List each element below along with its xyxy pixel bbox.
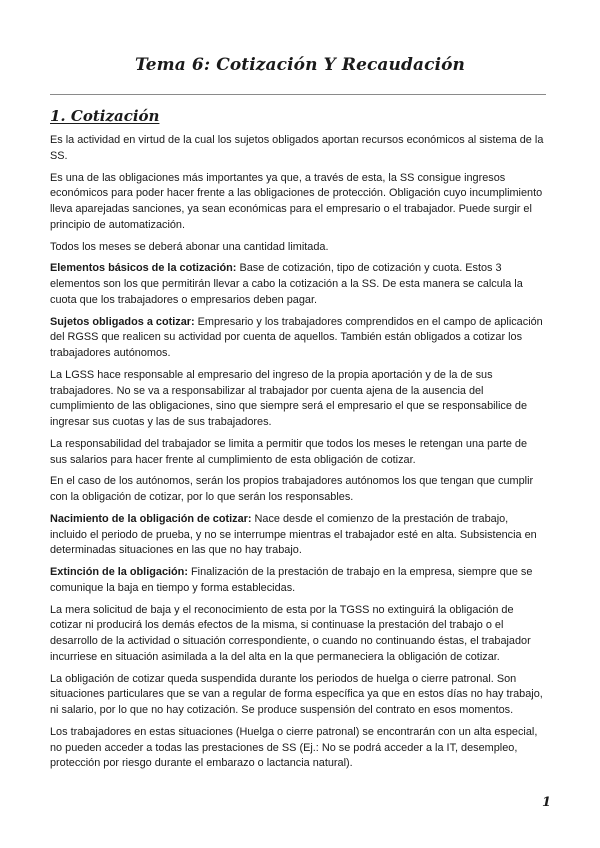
paragraph-lead: Sujetos obligados a cotizar: — [50, 315, 195, 328]
body-text — [50, 133, 547, 778]
paragraph — [50, 725, 547, 772]
paragraph-lead: Extinción de la obligación: — [50, 566, 188, 578]
section-heading: 1. Cotización — [50, 107, 160, 125]
paragraph — [50, 565, 547, 597]
paragraph — [50, 603, 547, 666]
paragraph — [50, 474, 547, 506]
paragraph-text: Los trabajadores en estas situaciones (Huelga o cierre patronal) se encontrarán con un alta especial, no pueden acceder a todas las prestaciones de SS (Ej.: No se podrá acceder a la IT, desempleo, protección por riesgo durante el embarazo o lactancia natural). — [50, 725, 538, 770]
paragraph-text: Todos los meses se deberá abonar una cantidad limitada. — [50, 240, 329, 253]
paragraph — [50, 512, 547, 559]
paragraph-text: Finalización de la prestación de trabajo en la empresa, siempre que se comunique la baja en tiempo y forma establecidas. — [50, 566, 533, 594]
paragraph-lead: Elementos básicos de la cotización: — [50, 262, 237, 275]
paragraph — [50, 240, 547, 256]
paragraph-text: La mera solicitud de baja y el reconocimiento de esta por la TGSS no extinguirá la obligación de cotizar ni producirá los demás efectos de la misma, si continuase la prestación del trabajo o el desarrollo de la actividad o situación correspondiente, o cuando no continuando éstas, el trabajador incurriese en situación asimilada a la del alta en la que permaneciera la obligación de cotizar. — [50, 603, 531, 663]
paragraph-text: Es una de las obligaciones más importantes ya que, a través de esta, la SS consigue ingresos económicos para poder hacer frente a las obligaciones de protección. Obligación cuyo incumplimiento lleva aparejadas sanciones, ya sean económicas para el empresario o el trabajador. Puede surgir el principio de automatización. — [50, 171, 543, 231]
paragraph — [50, 315, 547, 362]
paragraph — [50, 133, 547, 165]
paragraph-text: La obligación de cotizar queda suspendida durante los periodos de huelga o cierre patronal. Son situaciones particulares que se van a regular de forma específica ya que en estos días no hay trabajo, ni salario, por lo que no hay cotización. Se produce suspensión del contrato en esos momentos. — [50, 672, 543, 716]
paragraph-text: Es la actividad en virtud de la cual los sujetos obligados aportan recursos económicos al sistema de la SS. — [50, 134, 544, 162]
paragraph — [50, 368, 547, 431]
paragraph-lead: Nacimiento de la obligación de cotizar: — [50, 512, 252, 525]
paragraph-text: Nace desde el comienzo de la prestación de trabajo, incluido el periodo de prueba, y no se interrumpe mientras el trabajador esté en alta. Subsistencia en determinadas situaciones en las que no hay trabajo. — [50, 512, 537, 557]
paragraph — [50, 437, 547, 469]
paragraph-text: La responsabilidad del trabajador se limita a permitir que todos los meses le retengan una parte de sus salarios para hacer frente al cumplimiento de esta obligación de cotizar. — [50, 437, 528, 466]
paragraph — [50, 261, 547, 308]
paragraph — [50, 171, 547, 234]
paragraph-text: En el caso de los autónomos, serán los propios trabajadores autónomos los que tengan que cumplir con la obligación de cotizar, por lo que serán los responsables. — [50, 475, 534, 503]
paragraph — [50, 672, 547, 719]
paragraph-text: La LGSS hace responsable al empresario del ingreso de la propia aportación y de la de sus trabajadores. No se va a responsabilizar al trabajador por cuenta ajena de la ausencia del cumplimiento de las obligaciones, sino que siempre será el empresario el que se responsabilice de ingresar sus cuotas y las de sus trabajadores. — [50, 368, 528, 428]
paragraph-text: Base de cotización, tipo de cotización y cuota. Estos 3 elementos son los que permitirán llevar a cabo la cotización a la SS. De esta manera se calcula la cuota que los trabajadores o empresarios deben pagar. — [50, 262, 523, 306]
page-title: Tema 6: Cotización Y Recaudación — [134, 55, 466, 75]
page-number: 1 — [542, 795, 552, 810]
paragraph-text: Empresario y los trabajadores comprendidos en el campo de aplicación del RGSS que realicen su actividad por cuenta de aquellos. También están obligados a cotizar los trabajadores autónomos. — [50, 315, 543, 359]
title-divider — [50, 94, 546, 95]
